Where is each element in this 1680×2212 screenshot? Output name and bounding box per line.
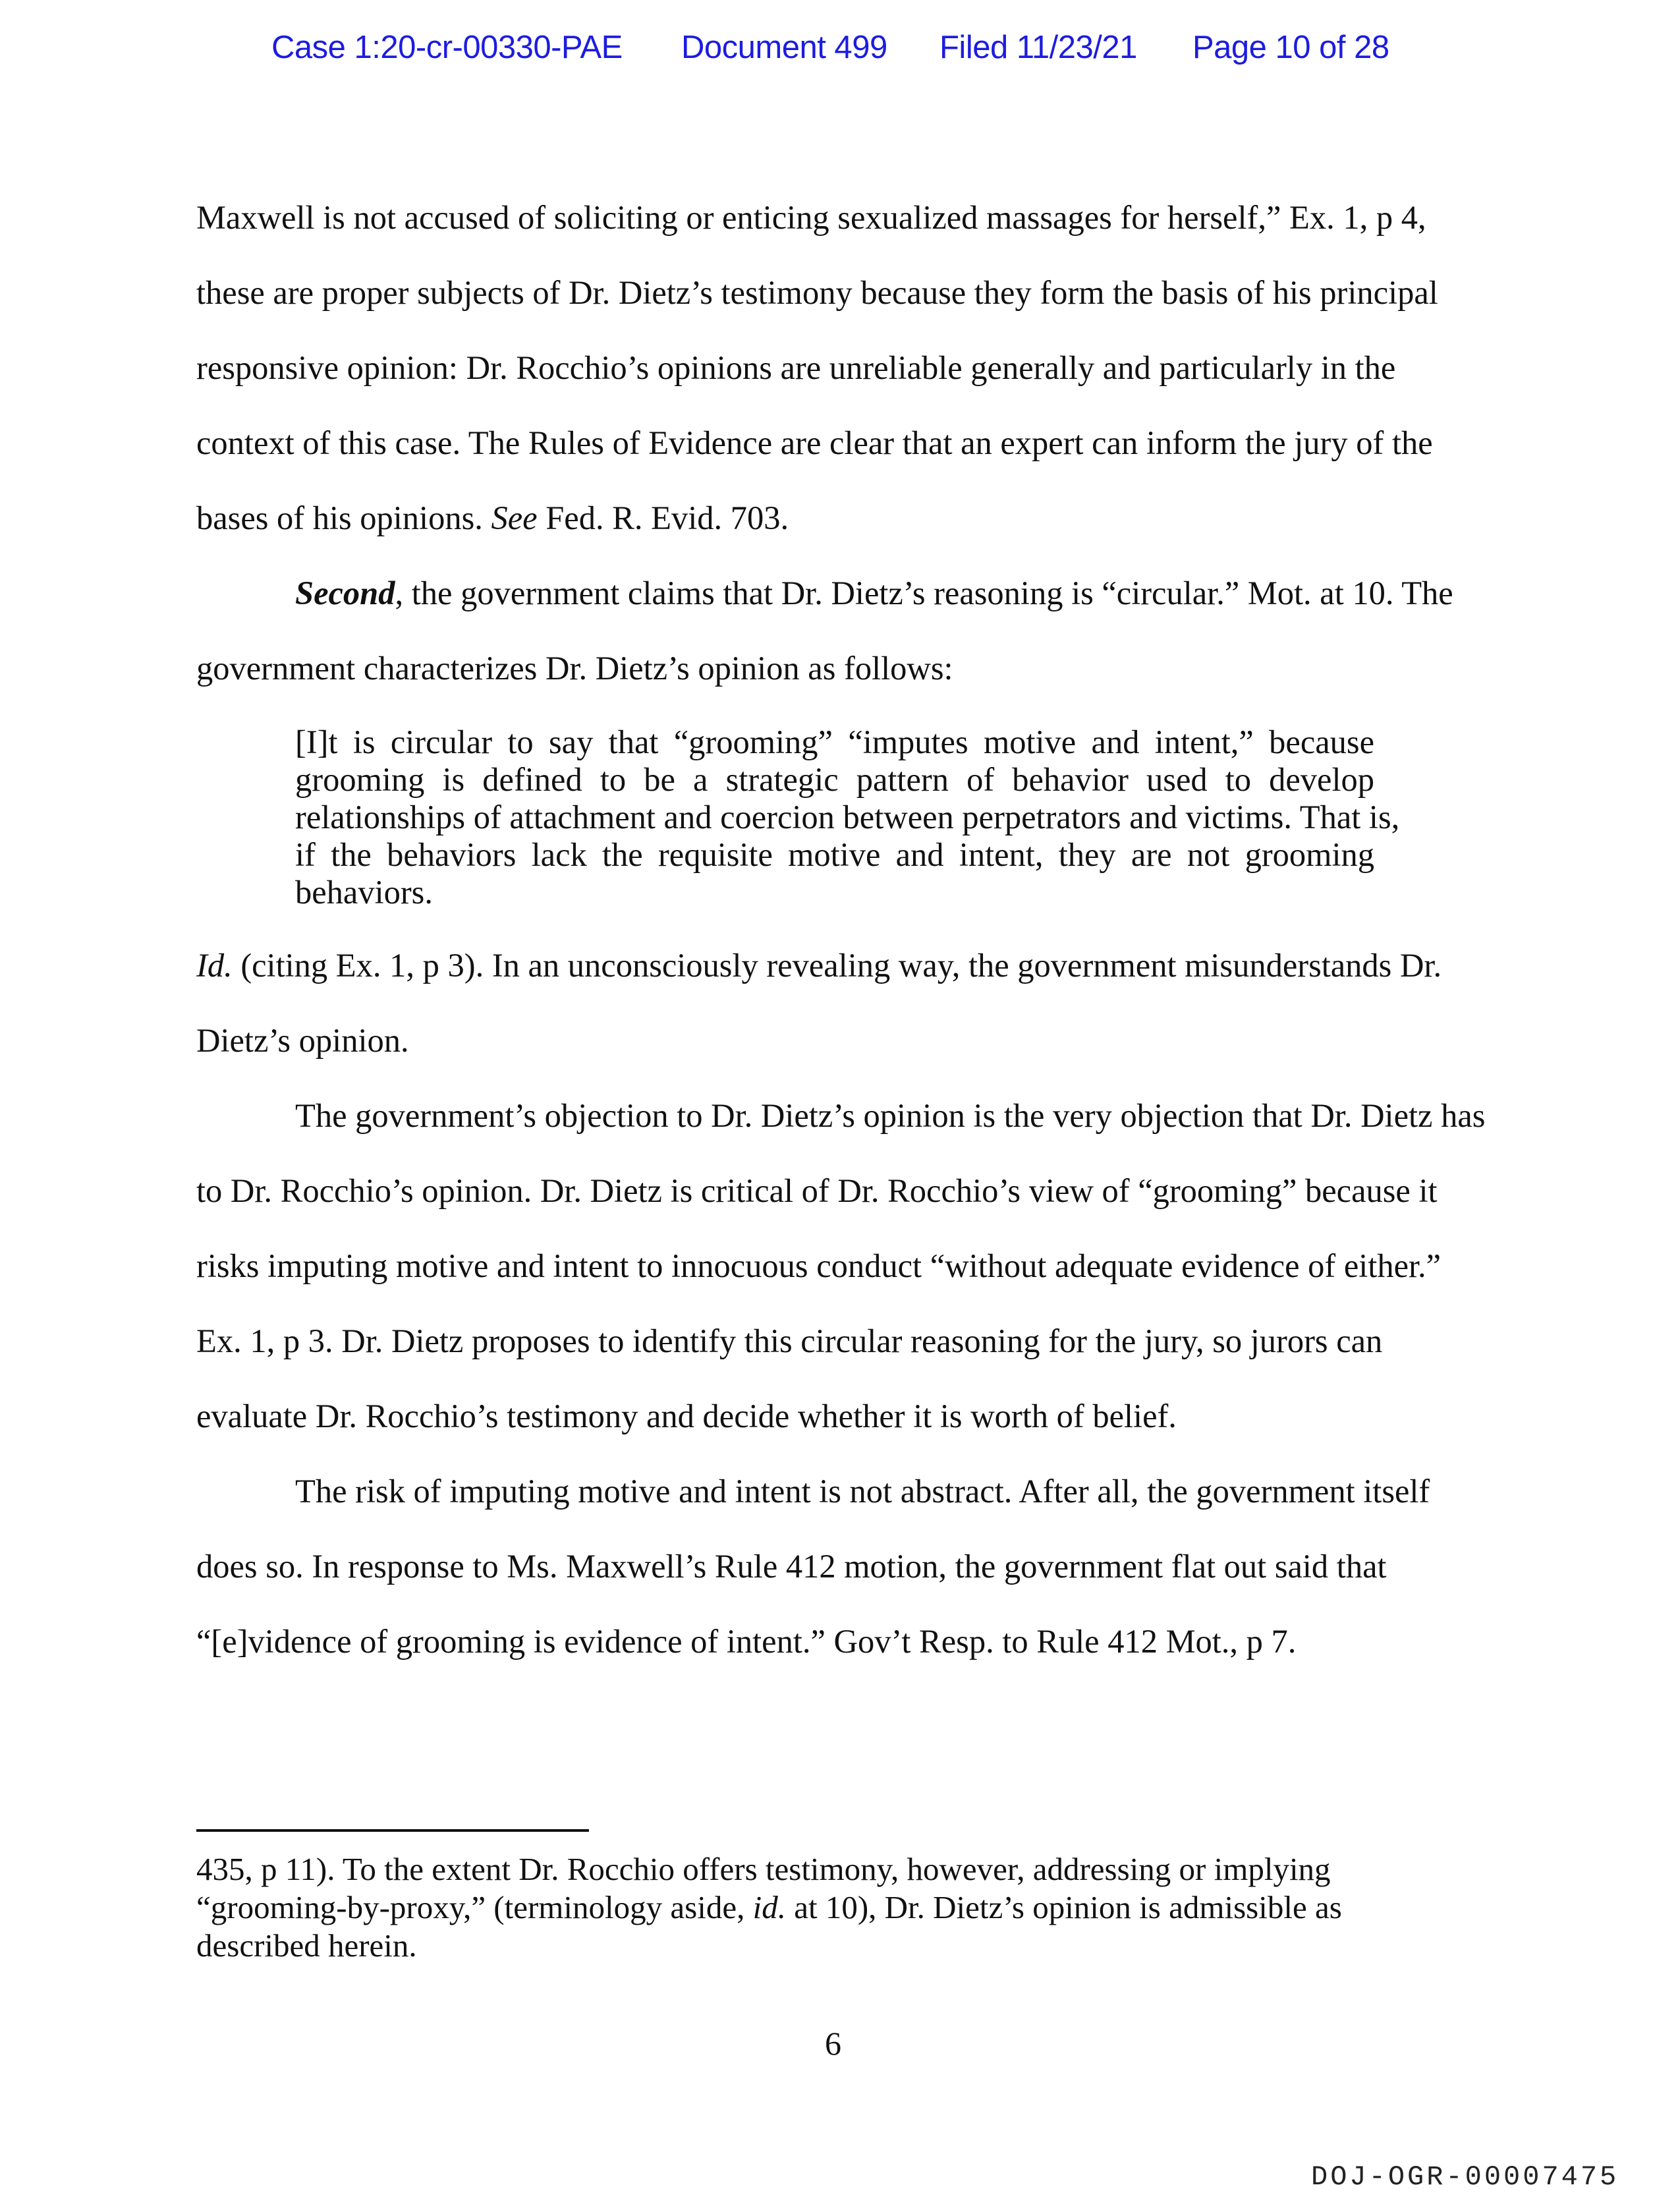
quote-line: grooming is defined to be a strategic pattern of behavior used to develop bbox=[295, 761, 1374, 798]
body-line: evaluate Dr. Rocchio’s testimony and decide whether it is worth of belief. bbox=[196, 1398, 1177, 1434]
body-line: to Dr. Rocchio’s opinion. Dr. Dietz is critical of Dr. Rocchio’s view of “grooming” because it bbox=[196, 1172, 1438, 1209]
body-line: Ex. 1, p 3. Dr. Dietz proposes to identify this circular reasoning for the jury, so jurors can bbox=[196, 1322, 1383, 1359]
court-filing-header bbox=[271, 29, 1405, 75]
block-quote bbox=[295, 723, 1400, 911]
body-line: Dietz’s opinion. bbox=[196, 1022, 409, 1059]
body-line: The government’s objection to Dr. Dietz’s opinion is the very objection that Dr. Dietz has bbox=[295, 1097, 1486, 1134]
document-number: Document 499 bbox=[681, 30, 887, 65]
body-line: risks imputing motive and intent to innocuous conduct “without adequate evidence of either.” bbox=[196, 1247, 1442, 1284]
bates-number: DOJ-OGR-00007475 bbox=[1311, 2161, 1619, 2193]
body-line: “[e]vidence of grooming is evidence of intent.” Gov’t Resp. to Rule 412 Mot., p 7. bbox=[196, 1623, 1297, 1660]
body-line: Id. (citing Ex. 1, p 3). In an unconsciously revealing way, the government misunderstands Dr. bbox=[196, 947, 1442, 984]
body-line: these are proper subjects of Dr. Dietz’s testimony because they form the basis of his principal bbox=[196, 274, 1438, 311]
quote-line: behaviors. bbox=[295, 874, 433, 911]
body-line: The risk of imputing motive and intent is not abstract. After all, the government itself bbox=[295, 1473, 1430, 1510]
footnote-separator bbox=[196, 1829, 589, 1832]
citation-id: id. bbox=[752, 1889, 786, 1925]
filed-date: Filed 11/23/21 bbox=[939, 30, 1137, 65]
body-line: responsive opinion: Dr. Rocchio’s opinions are unreliable generally and particularly in the bbox=[196, 349, 1396, 386]
footnote-line: 435, p 11). To the extent Dr. Rocchio offers testimony, however, addressing or implying bbox=[196, 1851, 1331, 1887]
body-line: does so. In response to Ms. Maxwell’s Rule 412 motion, the government flat out said that bbox=[196, 1548, 1387, 1585]
body-line: Second, the government claims that Dr. Dietz’s reasoning is “circular.” Mot. at 10. The bbox=[295, 575, 1453, 611]
quote-line: [I]t is circular to say that “grooming” “imputes motive and intent,” because bbox=[295, 723, 1374, 760]
page-indicator: Page 10 of 28 bbox=[1192, 30, 1389, 65]
body-line: bases of his opinions. See Fed. R. Evid. 703. bbox=[196, 499, 789, 536]
body-line: context of this case. The Rules of Evidence are clear that an expert can inform the jury of the bbox=[196, 424, 1433, 461]
signal-see: See bbox=[491, 499, 538, 536]
quote-line: if the behaviors lack the requisite motive and intent, they are not grooming bbox=[295, 836, 1374, 873]
quote-line: relationships of attachment and coercion between perpetrators and victims. That is, bbox=[295, 799, 1400, 836]
emphasis-second: Second bbox=[295, 575, 395, 611]
footnote-line: “grooming-by-proxy,” (terminology aside, id. at 10), Dr. Dietz’s opinion is admissible as bbox=[196, 1889, 1342, 1925]
page-number: 6 bbox=[825, 2025, 841, 2062]
body-line: government characterizes Dr. Dietz’s opinion as follows: bbox=[196, 650, 953, 687]
footnote-line: described herein. bbox=[196, 1927, 417, 1964]
case-number: Case 1:20-cr-00330-PAE bbox=[271, 30, 623, 65]
citation-id: Id. bbox=[196, 947, 233, 984]
body-line: Maxwell is not accused of soliciting or enticing sexualized massages for herself,” Ex. 1, p 4, bbox=[196, 199, 1426, 236]
